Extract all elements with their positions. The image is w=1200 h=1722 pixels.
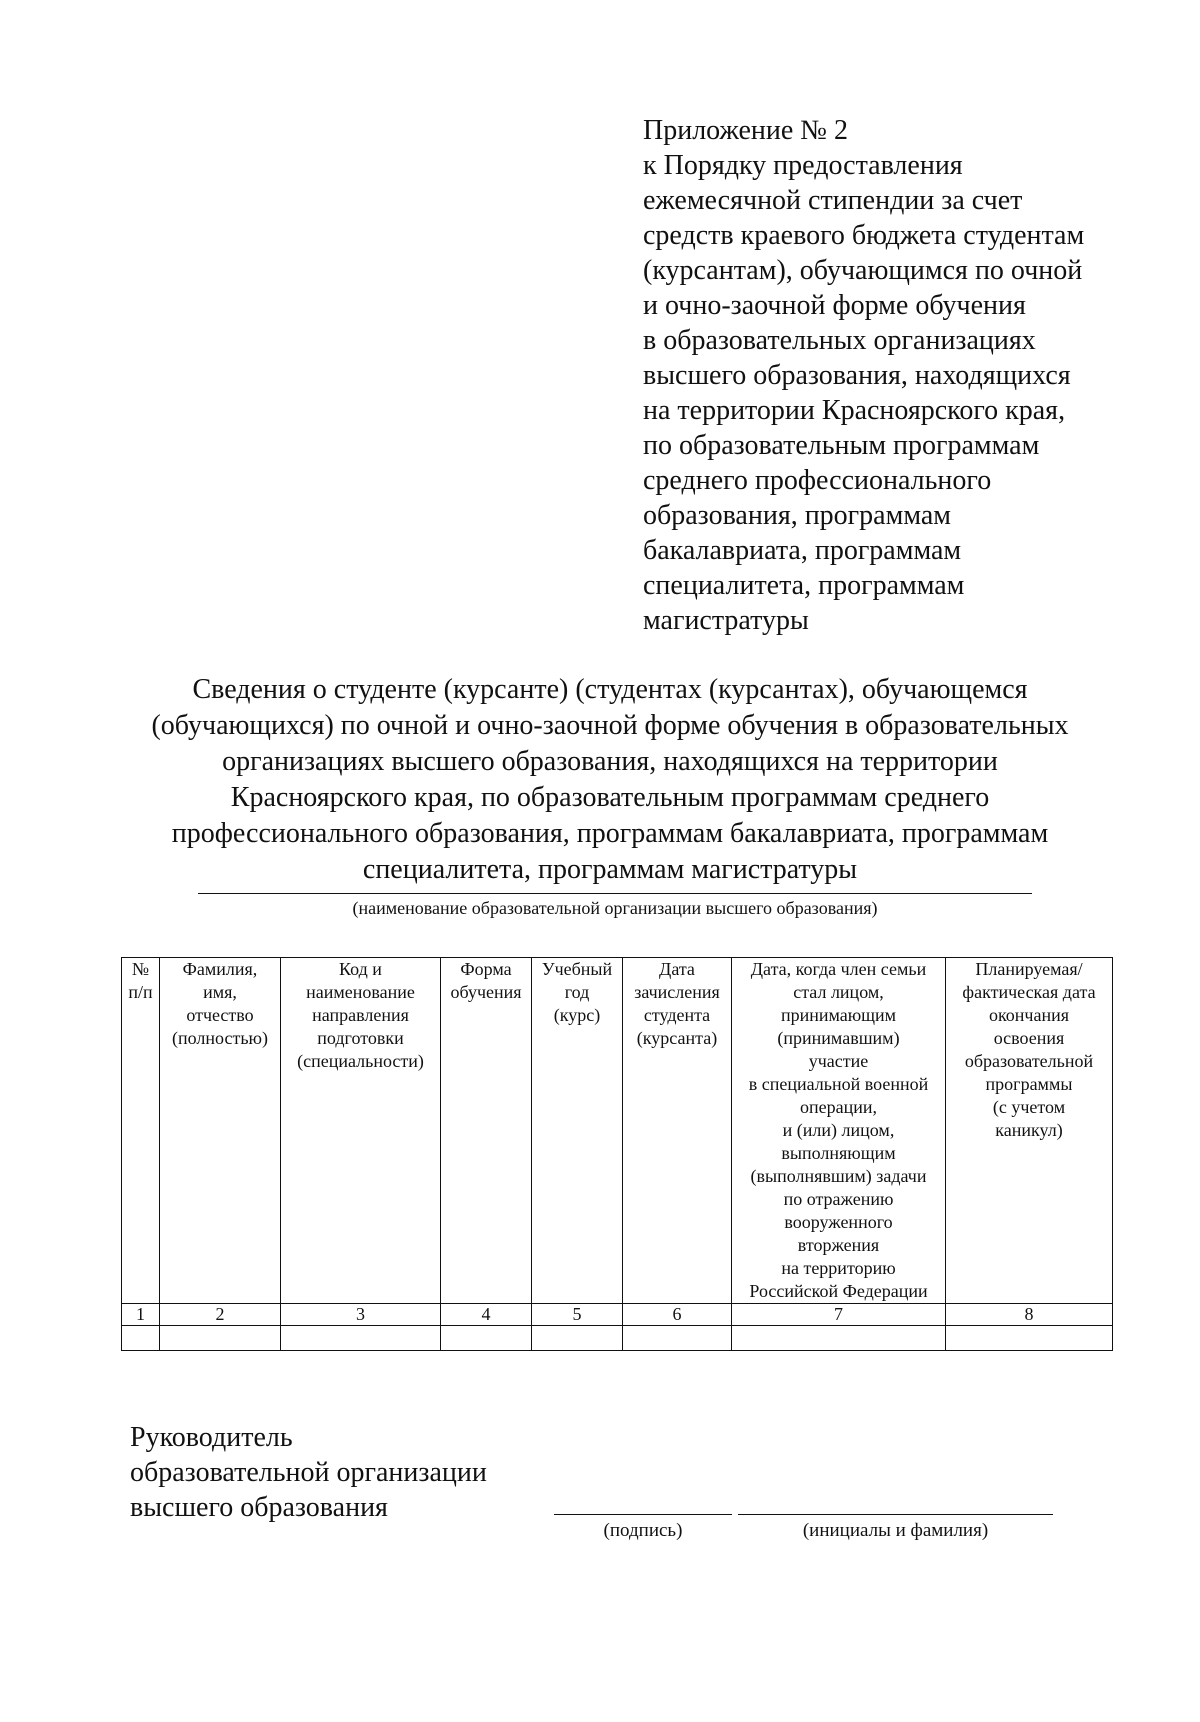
header-line: освоения [993, 1028, 1065, 1048]
title-line: профессионального образования, программам бакалавриата, программам [171, 818, 1049, 849]
header-line: Российской Федерации [749, 1281, 928, 1301]
column-number-cell: 7 [732, 1304, 946, 1326]
appendix-line: ежемесячной стипендии за счет [643, 185, 1023, 216]
header-line: программы [985, 1074, 1073, 1094]
title-line: Красноярского края, по образовательным программам среднего [230, 782, 990, 813]
column-number-cell: 5 [532, 1304, 623, 1326]
signature-caption: (подпись) [603, 1520, 683, 1541]
header-line: (выполнявшим) задачи [750, 1166, 927, 1186]
table-cell [623, 1326, 732, 1351]
column-number-cell: 4 [441, 1304, 532, 1326]
table-cell [946, 1326, 1113, 1351]
header-cell-family-member-date [732, 958, 946, 1304]
title-line: Сведения о студенте (курсанте) (студентах (курсантах), обучающемся [192, 674, 1028, 705]
header-line: вооруженного [784, 1212, 893, 1232]
signature-position-line: образовательной организации [130, 1457, 487, 1488]
column-number-cell: 6 [623, 1304, 732, 1326]
header-line: (принимавшим) [777, 1028, 900, 1048]
name-line [738, 1514, 1053, 1515]
header-line: Дата, когда член семьи [750, 959, 927, 979]
name-caption: (инициалы и фамилия) [802, 1520, 989, 1541]
appendix-line: на территории Красноярского края, [643, 395, 1066, 426]
header-line: вторжения [797, 1235, 880, 1255]
header-line: каникул) [995, 1120, 1063, 1140]
signature-position-line: высшего образования [130, 1492, 388, 1523]
header-line: № [131, 959, 150, 979]
header-line: фактическая дата [962, 982, 1096, 1002]
header-cell-enrollment-date [623, 958, 732, 1304]
appendix-line: высшего образования, находящихся [643, 360, 1071, 391]
appendix-line: (курсантам), обучающимся по очной [643, 255, 1083, 286]
header-line: операции, [799, 1097, 877, 1117]
header-line: по отражению [783, 1189, 894, 1209]
header-line: направления [312, 1005, 409, 1025]
header-cell-study-form [441, 958, 532, 1304]
header-cell-study-year [532, 958, 623, 1304]
title-line: специалитета, программам магистратуры [362, 854, 858, 885]
header-line: студента [643, 1005, 711, 1025]
table-cell [441, 1326, 532, 1351]
header-line: участие [808, 1051, 869, 1071]
appendix-line: специалитета, программам [643, 570, 965, 601]
header-line: (курсанта) [636, 1028, 718, 1048]
table-cell [160, 1326, 281, 1351]
column-number-cell: 3 [281, 1304, 441, 1326]
appendix-line: в образовательных организациях [643, 325, 1036, 356]
header-line: Фамилия, [182, 959, 258, 979]
header-line: год [564, 982, 590, 1002]
table-cell [732, 1326, 946, 1351]
appendix-line: бакалавриата, программам [643, 535, 962, 566]
signature-position [130, 1420, 487, 1525]
appendix-line: и очно-заочной форме обучения [643, 290, 1026, 321]
students-table [121, 957, 1113, 1351]
header-line: обучения [450, 982, 522, 1002]
header-line: наименование [306, 982, 415, 1002]
header-line: зачисления [634, 982, 720, 1002]
signature-line [554, 1514, 732, 1515]
organization-name-caption: (наименование образовательной организации высшего образования) [352, 898, 878, 918]
table-cell [122, 1326, 160, 1351]
header-line: Дата [659, 959, 695, 979]
header-cell-number [122, 958, 160, 1304]
appendix-block [643, 113, 1113, 638]
header-line: и (или) лицом, [782, 1120, 895, 1140]
title-line: организациях высшего образования, находящихся на территории [222, 746, 998, 777]
header-line: (полностью) [172, 1028, 268, 1048]
header-line: на территорию [781, 1258, 896, 1278]
header-line: окончания [988, 1005, 1070, 1025]
header-line: (специальности) [297, 1051, 424, 1071]
header-line: отчество [186, 1005, 254, 1025]
header-line: Планируемая/ [975, 959, 1083, 979]
header-line: образовательной [964, 1051, 1094, 1071]
header-cell-specialty [281, 958, 441, 1304]
header-line: Форма [460, 959, 512, 979]
header-line: подготовки [317, 1028, 404, 1048]
appendix-line: к Порядку предоставления [643, 150, 963, 181]
header-line: в специальной военной [748, 1074, 929, 1094]
header-line: п/п [128, 982, 153, 1002]
header-line: принимающим [780, 1005, 897, 1025]
column-number-cell: 1 [122, 1304, 160, 1326]
column-number-cell: 2 [160, 1304, 281, 1326]
appendix-line: по образовательным программам [643, 430, 1040, 461]
header-cell-graduation-date [946, 958, 1113, 1304]
header-line: (курс) [553, 1005, 601, 1025]
header-line: имя, [203, 982, 237, 1002]
header-line: Учебный [541, 959, 613, 979]
document-title [110, 672, 1110, 888]
appendix-line: магистратуры [643, 605, 809, 636]
signature-position-line: Руководитель [130, 1422, 293, 1453]
table-row [122, 1326, 1113, 1351]
header-cell-full-name [160, 958, 281, 1304]
header-line: выполняющим [781, 1143, 896, 1163]
header-line: стал лицом, [793, 982, 884, 1002]
column-number-row [122, 1304, 1113, 1326]
title-line: (обучающихся) по очной и очно-заочной форме обучения в образовательных [151, 710, 1069, 741]
appendix-line: образования, программам [643, 500, 951, 531]
table-cell [532, 1326, 623, 1351]
header-line: Код и [339, 959, 382, 979]
organization-name-line [198, 893, 1032, 894]
table-cell [281, 1326, 441, 1351]
appendix-line: средств краевого бюджета студентам [643, 220, 1085, 251]
column-number-cell: 8 [946, 1304, 1113, 1326]
appendix-line: Приложение № 2 [643, 115, 848, 146]
table-header-row [122, 958, 1113, 1304]
appendix-line: среднего профессионального [643, 465, 992, 496]
header-line: (с учетом [992, 1097, 1066, 1117]
